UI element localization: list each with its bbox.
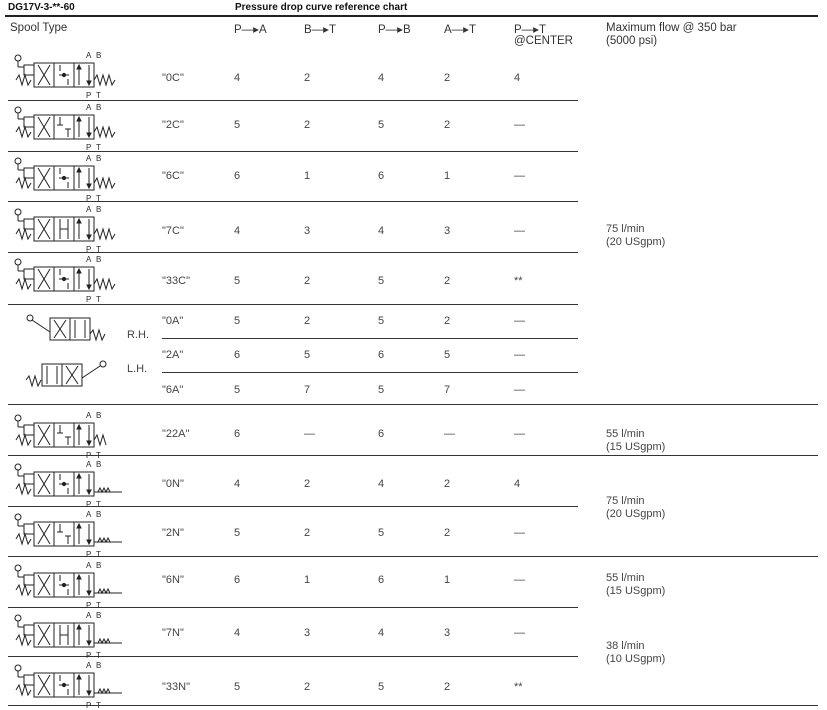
spool-code: "0N"	[162, 478, 184, 490]
port-b-label: B	[96, 205, 102, 214]
port-b-label: B	[96, 411, 102, 420]
cell-pt: —	[514, 119, 525, 131]
hand-rh-label: R.H.	[127, 329, 149, 341]
cell-pa: 4	[234, 478, 241, 490]
port-b-label: B	[96, 611, 102, 620]
cell-pt: 4	[514, 478, 521, 490]
spool-code: "33C"	[162, 275, 190, 287]
cell-pb: 4	[378, 627, 385, 639]
cell-bt: 2	[304, 681, 311, 693]
port-p-label: P	[86, 194, 92, 203]
cell-pt: —	[514, 574, 525, 586]
header-max-flow: Maximum flow @ 350 bar	[606, 22, 737, 34]
cell-pb: 5	[378, 315, 385, 327]
port-b-label: B	[96, 51, 102, 60]
cell-bt: 2	[304, 72, 311, 84]
spool-symbol-icon	[14, 253, 134, 304]
port-b-label: B	[96, 154, 102, 163]
cell-pb: 5	[378, 527, 385, 539]
cell-bt: 2	[304, 315, 311, 327]
cell-pa: 4	[234, 225, 241, 237]
cell-pa: 4	[234, 627, 241, 639]
cell-at: 2	[444, 275, 451, 287]
row-divider	[162, 338, 578, 339]
row-divider	[162, 372, 578, 373]
port-p-label: P	[86, 651, 92, 660]
cell-at: 1	[444, 170, 451, 182]
port-a-label: A	[86, 51, 92, 60]
cell-pa: 5	[234, 527, 241, 539]
model-number: DG17V-3-**-60	[8, 2, 75, 13]
cell-pt: —	[514, 384, 525, 396]
port-p-label: P	[86, 143, 92, 152]
port-p-label: P	[86, 500, 92, 509]
spool-symbol-icon	[14, 458, 134, 509]
cell-pa: 4	[234, 72, 241, 84]
cell-pt: —	[514, 627, 525, 639]
lever-symbol-icon	[22, 310, 122, 350]
cell-at: 2	[444, 527, 451, 539]
spool-symbol-icon	[14, 508, 134, 559]
cell-pt: **	[514, 275, 523, 287]
max-flow-group-5-line1: 38 l/min	[606, 640, 645, 652]
spool-symbol-icon	[14, 609, 134, 660]
cell-pa: 6	[234, 349, 241, 361]
spool-symbol-icon	[14, 659, 134, 710]
spool-code: "6N"	[162, 574, 184, 586]
cell-at: 2	[444, 315, 451, 327]
cell-at: —	[444, 428, 455, 440]
cell-pt: 4	[514, 72, 521, 84]
spool-symbol-icon	[14, 409, 134, 460]
spool-code: "2A"	[162, 349, 184, 361]
cell-pb: 6	[378, 428, 385, 440]
max-flow-group-1-line2: (20 USgpm)	[606, 236, 666, 248]
cell-pa: 6	[234, 428, 241, 440]
cell-pb: 4	[378, 478, 385, 490]
port-p-label: P	[86, 245, 92, 254]
cell-pa: 6	[234, 574, 241, 586]
cell-bt: 2	[304, 119, 311, 131]
spool-code: "2N"	[162, 527, 184, 539]
spool-symbol-icon	[14, 559, 134, 610]
port-t-label: T	[96, 143, 101, 152]
port-p-label: P	[86, 550, 92, 559]
row-divider	[8, 607, 578, 608]
cell-pa: 5	[234, 315, 241, 327]
spool-symbol-icon	[14, 152, 134, 203]
cell-pb: 4	[378, 72, 385, 84]
spool-symbol-icon	[14, 203, 134, 254]
max-flow-group-1-line1: 75 l/min	[606, 223, 645, 235]
cell-bt: 3	[304, 627, 311, 639]
cell-bt: 5	[304, 349, 311, 361]
header-a-to-t: A—▸T	[444, 24, 476, 36]
port-t-label: T	[96, 701, 101, 710]
port-p-label: P	[86, 91, 92, 100]
header-p-to-b: P—▸B	[378, 24, 411, 36]
port-t-label: T	[96, 451, 101, 460]
header-p-to-t: P—▸T	[514, 24, 546, 36]
port-b-label: B	[96, 510, 102, 519]
max-flow-group-2-line2: (15 USgpm)	[606, 441, 666, 453]
cell-pb: 6	[378, 574, 385, 586]
port-b-label: B	[96, 460, 102, 469]
port-p-label: P	[86, 295, 92, 304]
header-p-to-a: P—▸A	[234, 24, 267, 36]
cell-bt: 2	[304, 275, 311, 287]
spool-code: "7N"	[162, 627, 184, 639]
hand-lh-label: L.H.	[127, 363, 148, 375]
cell-at: 2	[444, 681, 451, 693]
max-flow-group-4-line1: 55 l/min	[606, 572, 645, 584]
header-b-to-t: B—▸T	[304, 24, 336, 36]
row-divider	[8, 201, 578, 202]
chart-title: Pressure drop curve reference chart	[235, 2, 408, 13]
cell-pt: **	[514, 681, 523, 693]
spool-code: "6C"	[162, 170, 184, 182]
max-flow-group-3-line1: 75 l/min	[606, 495, 645, 507]
spool-code: "33N"	[162, 681, 190, 693]
cell-pb: 6	[378, 170, 385, 182]
port-a-label: A	[86, 611, 92, 620]
cell-at: 2	[444, 119, 451, 131]
header-spool-type: Spool Type	[10, 22, 68, 34]
spool-code: "0A"	[162, 315, 184, 327]
cell-bt: 7	[304, 384, 311, 396]
header-p-to-t-center: @CENTER	[514, 35, 573, 47]
spool-code: "2C"	[162, 119, 184, 131]
port-t-label: T	[96, 500, 101, 509]
header-rule	[5, 15, 818, 17]
max-flow-group-4-line2: (15 USgpm)	[606, 585, 666, 597]
cell-pb: 5	[378, 384, 385, 396]
port-a-label: A	[86, 661, 92, 670]
cell-at: 1	[444, 574, 451, 586]
cell-pa: 5	[234, 681, 241, 693]
port-a-label: A	[86, 205, 92, 214]
cell-bt: 2	[304, 527, 311, 539]
spool-symbol-icon	[14, 101, 134, 152]
port-a-label: A	[86, 154, 92, 163]
cell-bt: 1	[304, 170, 311, 182]
cell-pt: —	[514, 315, 525, 327]
port-t-label: T	[96, 245, 101, 254]
cell-pt: —	[514, 170, 525, 182]
max-flow-group-2-line1: 55 l/min	[606, 428, 645, 440]
port-a-label: A	[86, 510, 92, 519]
row-divider	[8, 404, 818, 405]
port-b-label: B	[96, 103, 102, 112]
port-p-label: P	[86, 701, 92, 710]
port-p-label: P	[86, 601, 92, 610]
cell-pt: —	[514, 349, 525, 361]
port-a-label: A	[86, 255, 92, 264]
port-a-label: A	[86, 103, 92, 112]
port-t-label: T	[96, 651, 101, 660]
port-t-label: T	[96, 194, 101, 203]
spool-code: "6A"	[162, 384, 184, 396]
max-flow-group-3-line2: (20 USgpm)	[606, 508, 666, 520]
header-max-flow-unit: (5000 psi)	[606, 35, 658, 47]
spool-code: "7C"	[162, 225, 184, 237]
cell-bt: —	[304, 428, 315, 440]
cell-pa: 5	[234, 275, 241, 287]
port-t-label: T	[96, 91, 101, 100]
cell-at: 3	[444, 225, 451, 237]
cell-at: 5	[444, 349, 451, 361]
cell-pt: —	[514, 428, 525, 440]
cell-pb: 5	[378, 119, 385, 131]
port-t-label: T	[96, 295, 101, 304]
spool-symbol-icon	[14, 49, 134, 100]
spool-code: "22A"	[162, 428, 190, 440]
port-b-label: B	[96, 255, 102, 264]
port-t-label: T	[96, 550, 101, 559]
port-a-label: A	[86, 411, 92, 420]
max-flow-group-5-line2: (10 USgpm)	[606, 653, 666, 665]
cell-pt: —	[514, 225, 525, 237]
cell-at: 7	[444, 384, 451, 396]
spool-code: "0C"	[162, 72, 184, 84]
cell-at: 2	[444, 72, 451, 84]
cell-at: 2	[444, 478, 451, 490]
cell-at: 3	[444, 627, 451, 639]
port-p-label: P	[86, 451, 92, 460]
row-divider	[8, 304, 578, 305]
cell-pt: —	[514, 527, 525, 539]
cell-pb: 5	[378, 681, 385, 693]
port-t-label: T	[96, 601, 101, 610]
port-a-label: A	[86, 561, 92, 570]
cell-pb: 5	[378, 275, 385, 287]
cell-pb: 6	[378, 349, 385, 361]
cell-bt: 2	[304, 478, 311, 490]
row-divider	[8, 506, 578, 507]
port-b-label: B	[96, 561, 102, 570]
cell-pa: 5	[234, 384, 241, 396]
cell-pb: 4	[378, 225, 385, 237]
lever-symbol-icon	[26, 356, 126, 396]
port-b-label: B	[96, 661, 102, 670]
cell-bt: 3	[304, 225, 311, 237]
cell-bt: 1	[304, 574, 311, 586]
port-a-label: A	[86, 460, 92, 469]
cell-pa: 5	[234, 119, 241, 131]
row-divider	[8, 556, 818, 557]
cell-pa: 6	[234, 170, 241, 182]
